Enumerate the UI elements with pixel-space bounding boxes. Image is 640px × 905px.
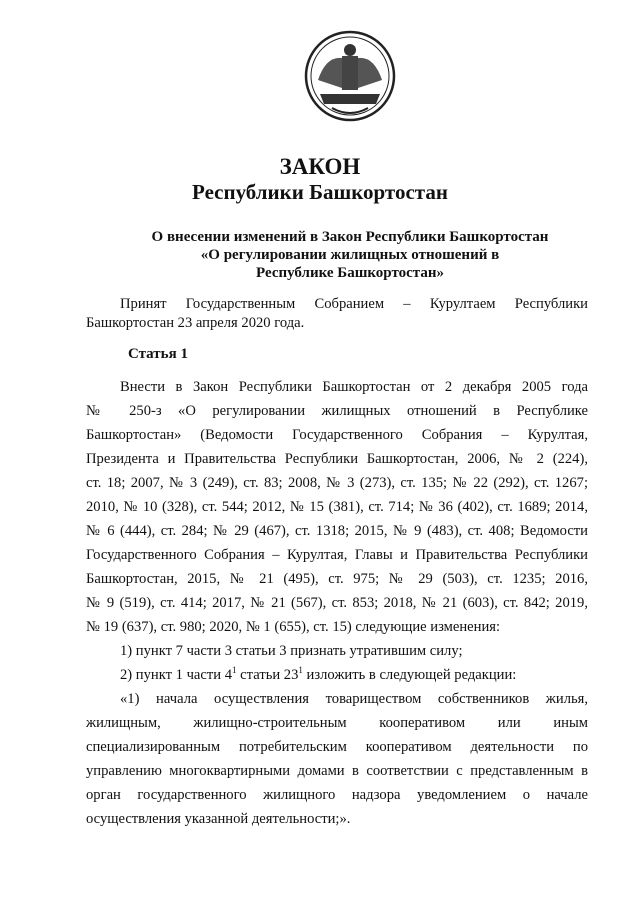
adoption-line: Башкортостан 23 апреля 2020 года. (86, 315, 305, 331)
body-line: Государственного Собрания – Курултая, Главы и Правительства Республики (86, 547, 588, 563)
body-line: Башкортостан» (Ведомости Государственного Собрания – Курултая, (86, 427, 588, 443)
item-2-text: 2) пункт 1 части 4 (120, 667, 233, 683)
body-line: № 250-з «О регулировании жилищных отношений в Республике (86, 403, 588, 419)
coat-of-arms-emblem (302, 28, 398, 124)
adoption-line: Принят Государственным Собранием – Курултаем Республики (120, 296, 588, 312)
body-line: № 19 (637), ст. 980; 2020, № 1 (655), ст. 15) следующие изменения: (86, 619, 501, 635)
subtitle-line: «О регулировании жилищных отношений в (200, 247, 500, 263)
superscript: 1 (232, 665, 237, 675)
body-line: Президента и Правительства Республики Башкортостан, 2006, № 2 (224), (86, 451, 588, 467)
article-heading: Статья 1 (128, 346, 188, 362)
quote-line: специализированным потребительским кооперативом деятельности по (86, 739, 588, 755)
adoption-paragraph (86, 292, 588, 335)
body-line: Башкортостан, 2015, № 21 (495), ст. 975; № 29 (503), ст. 1235; 2016, (86, 571, 588, 587)
body-line: 2010, № 10 (328), ст. 544; 2012, № 15 (381), ст. 714; № 36 (402), ст. 1689; 2014, (86, 499, 588, 515)
subtitle-line: Республике Башкортостан» (256, 265, 444, 281)
subtitle-line: О внесении изменений в Закон Республики Башкортостан (151, 229, 549, 245)
quote-line: управлению многоквартирными домами в соответствии с представленным в (86, 763, 588, 779)
item-2 (86, 663, 588, 687)
quote-line: орган государственного жилищного надзора уведомлением о начале (86, 787, 588, 803)
law-subtitle (130, 228, 570, 282)
document-type-title: ЗАКОН (279, 154, 361, 179)
item-1: 1) пункт 7 части 3 статьи 3 признать утратившим силу; (120, 643, 463, 659)
republic-title: Республики Башкортостан (192, 180, 448, 204)
quote-line: жилищным, жилищно-строительным кооперативом или иным (86, 715, 588, 731)
body-line: № 9 (519), ст. 414; 2017, № 21 (567), ст. 853; 2018, № 21 (603), ст. 842; 2019, (86, 595, 588, 611)
quote-line: «1) начала осуществления товариществом собственников жилья, (120, 691, 588, 707)
item-2-text: статьи 23 (236, 667, 299, 683)
body-line: Внести в Закон Республики Башкортостан от 2 декабря 2005 года (120, 379, 588, 395)
superscript: 1 (298, 665, 303, 675)
body-line: № 6 (444), ст. 284; № 29 (467), ст. 1318; 2015, № 9 (483), ст. 408; Ведомости (86, 523, 588, 539)
item-2-text: изложить в следующей редакции: (302, 667, 517, 683)
body-line: ст. 18; 2007, № 3 (249), ст. 83; 2008, № 3 (273), ст. 135; № 22 (292), ст. 1267; (86, 475, 588, 491)
quote-line: осуществления указанной деятельности;». (86, 811, 351, 827)
article-body (86, 375, 588, 831)
